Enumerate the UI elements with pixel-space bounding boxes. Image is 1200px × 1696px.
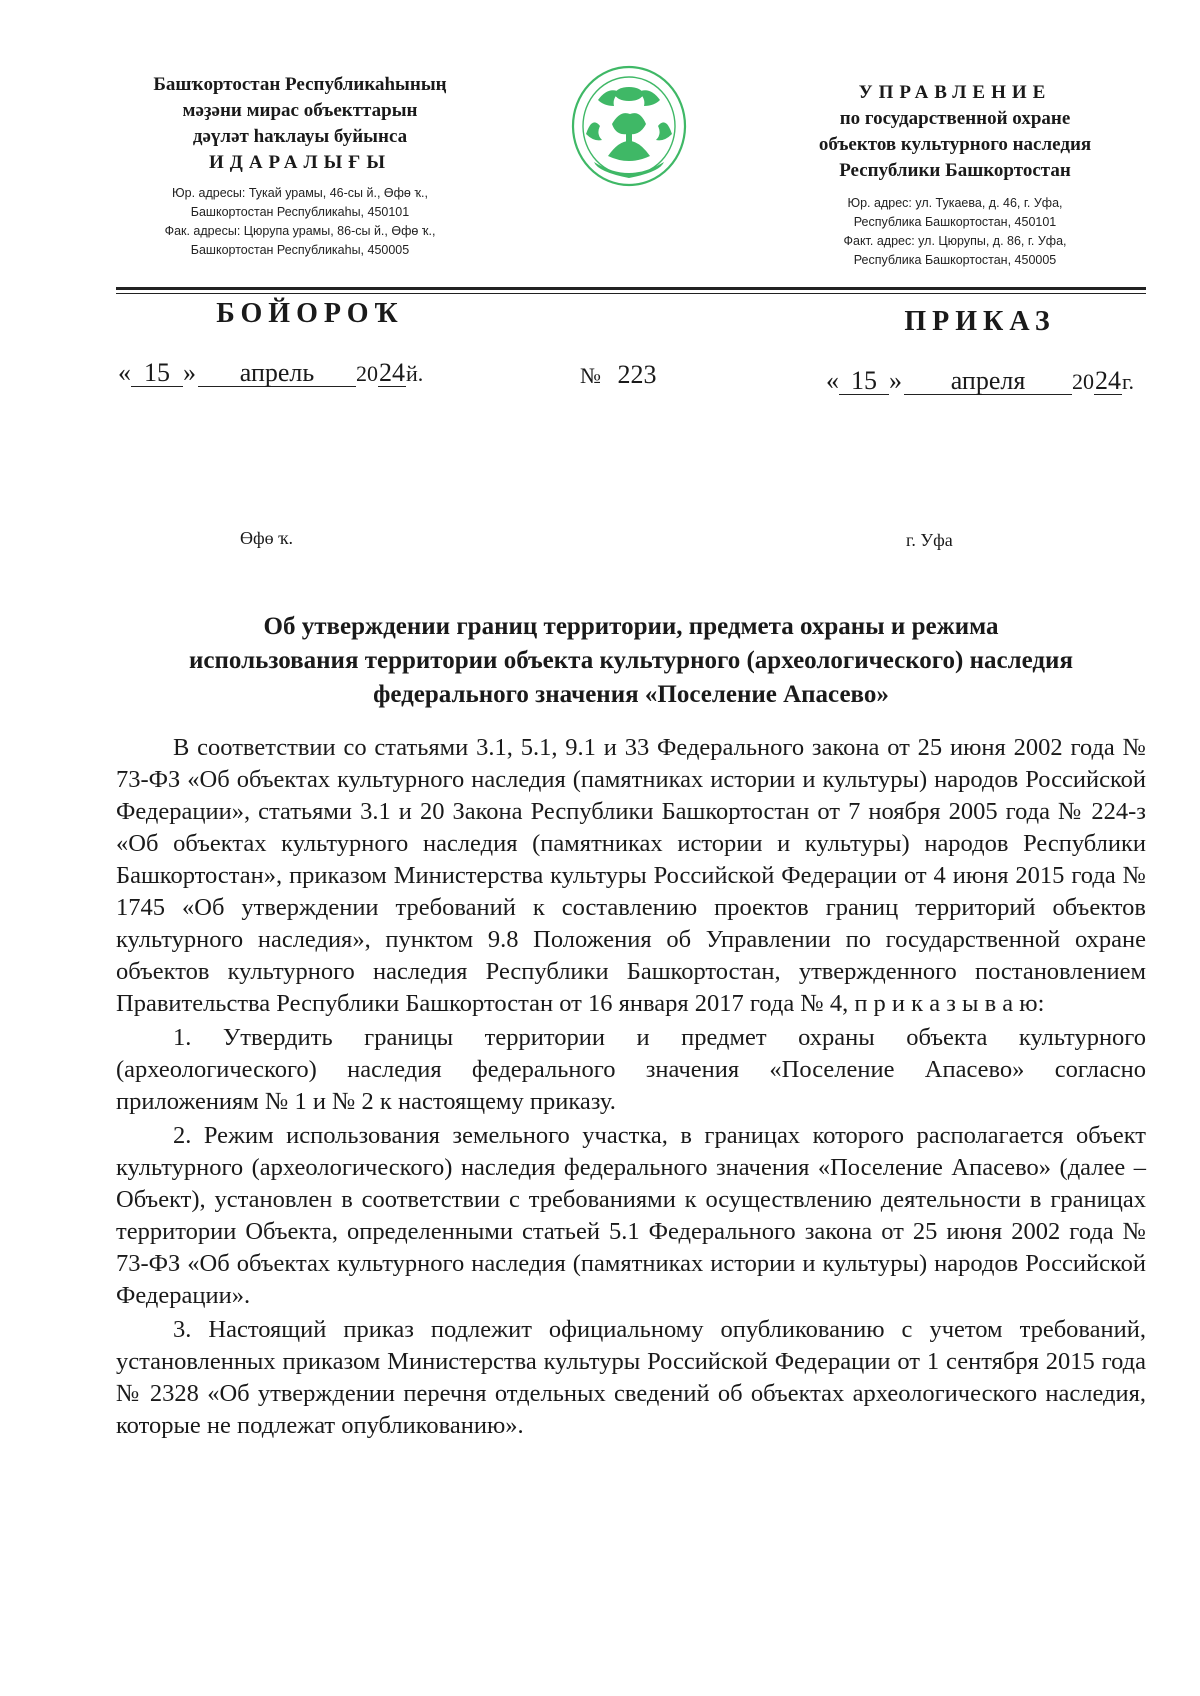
- header-right-addr2: Республика Башкортостан, 450101: [853, 215, 1057, 229]
- date-right: [826, 366, 1134, 396]
- header-right-addr4: Республика Башкортостан, 450005: [853, 253, 1057, 267]
- header-right-line2: по государственной охране: [839, 108, 1071, 129]
- body-paragraph-1: 1. Утвердить границы территории и предмет охраны объекта культурного (археологического) наследия федерального значения «Поселение Апасево» согласно приложениям № 1 и № 2 к настоящему приказу.: [116, 1024, 1146, 1115]
- body-paragraph-2: 2. Режим использования земельного участка, в границах которого располагается объект культурного (археологического) наследия федерального значения «Поселение Апасево» (далее – Объект), установлен в соответствии с требованиями к осуществлению деятельности в границах территории Объекта, определенными статьей 5.1 Федерального закона от 25 июня 2002 года № 73-ФЗ «Об объектах культурного наследия (памятниках истории и культуры) народов Российской Федерации».: [116, 1122, 1146, 1309]
- header-right-line4: Республики Башкортостан: [839, 160, 1071, 181]
- city-right: г. Уфа: [906, 530, 953, 550]
- document-title-line2: использования территории объекта культурного (археологического) наследия: [189, 647, 1073, 674]
- city-left: Өфө ҡ.: [240, 528, 293, 548]
- document-title-line3: федерального значения «Поселение Апасево»: [373, 681, 889, 708]
- date-right-open: «: [826, 366, 839, 395]
- date-right-unit: г.: [1122, 369, 1135, 394]
- date-left-close: »: [183, 358, 196, 387]
- coat-of-arms-icon: [568, 64, 690, 189]
- header-right-addr3: Факт. адрес: ул. Цюрупы, д. 86, г. Уфа,: [843, 234, 1067, 248]
- date-left-month: апрель: [198, 360, 356, 387]
- header-left-line1: Башҡортостан Республикаһының: [153, 74, 447, 95]
- header-left-addr3: Фак. адресы: Цюрупа урамы, 86-сы й., Өфө ҡ.,: [164, 224, 436, 238]
- header-left-line2: мәҙәни мирас объекттарын: [182, 100, 418, 121]
- header-right-address: [770, 194, 1140, 270]
- header-left-addr4: Башкортостан Республикаһы, 450005: [190, 243, 410, 257]
- date-left-day: 15: [131, 360, 183, 387]
- order-number-sign: №: [580, 363, 601, 388]
- date-right-year-prefix: 20: [1072, 369, 1094, 394]
- date-left-year-suffix: 24: [379, 358, 405, 387]
- body-preamble: В соответствии со статьями 3.1, 5.1, 9.1 и 33 Федерального закона от 25 июня 2002 года № 73-ФЗ «Об объектах культурного наследия (памятниках истории и культуры) народов Российской Федерации», статьями 3.1 и 20 Закона Республики Башкортостан от 7 ноября 2005 года № 224-з «Об объектах культурного наследия (памятниках истории и культуры) народов Республики Башкортостан», приказом Министерства культуры Российской Федерации от 4 июня 2015 года № 1745 «Об утверждении требований к составлению проектов границ территорий объектов культурного наследия», пунктом 9.8 Положения об Управлении по государственной охране объектов культурного наследия Республики Башкортостан, утвержденного постановлением Правительства Республики Башкортостан от 16 января 2017 года № 4, п р и к а з ы в а ю:: [116, 734, 1146, 1017]
- header-rule-thin: [116, 293, 1146, 294]
- date-right-month: апреля: [904, 368, 1072, 395]
- header-left-line3: дәүләт һаҡлауы буйынса: [192, 126, 408, 147]
- body-paragraph-3: 3. Настоящий приказ подлежит официальному опубликованию с учетом требований, установленных приказом Министерства культуры Российской Федерации от 1 сентября 2015 года № 2328 «Об утверждении перечня отдельных сведений об объектах археологического наследия, которые не подлежат опубликованию».: [116, 1316, 1146, 1439]
- doc-type-right: ПРИКАЗ: [904, 306, 1056, 337]
- date-left-year-prefix: 20: [356, 361, 378, 386]
- header-left-line4: ИДАРАЛЫҒЫ: [208, 152, 392, 173]
- date-left-unit: й.: [406, 361, 424, 386]
- header-left: [120, 72, 480, 260]
- document-title-line1: Об утверждении границ территории, предмета охраны и режима: [263, 613, 999, 640]
- header-rule-thick: [116, 287, 1146, 290]
- date-right-close: »: [889, 366, 902, 395]
- order-number-value: 223: [617, 360, 657, 389]
- header-left-address: [120, 184, 480, 260]
- doc-type-left: БОЙОРОҠ: [216, 298, 404, 329]
- document-title: [116, 610, 1146, 712]
- header-right-line3: объектов культурного наследия: [818, 134, 1092, 155]
- header-left-addr2: Башкортостан Республикаһы, 450101: [190, 205, 410, 219]
- date-right-day: 15: [839, 368, 889, 395]
- date-right-year-suffix: 24: [1095, 366, 1121, 395]
- header-right-addr1: Юр. адрес: ул. Тукаева, д. 46, г. Уфа,: [847, 196, 1063, 210]
- header-right-line1: УПРАВЛЕНИЕ: [858, 82, 1052, 103]
- date-left: [118, 358, 423, 388]
- document-body: [116, 732, 1146, 1442]
- header-left-addr1: Юр. адресы: Тукай урамы, 46-сы й., Өфө ҡ.,: [172, 186, 428, 200]
- date-left-open: «: [118, 358, 131, 387]
- order-number: [580, 360, 657, 390]
- header-right: [770, 80, 1140, 270]
